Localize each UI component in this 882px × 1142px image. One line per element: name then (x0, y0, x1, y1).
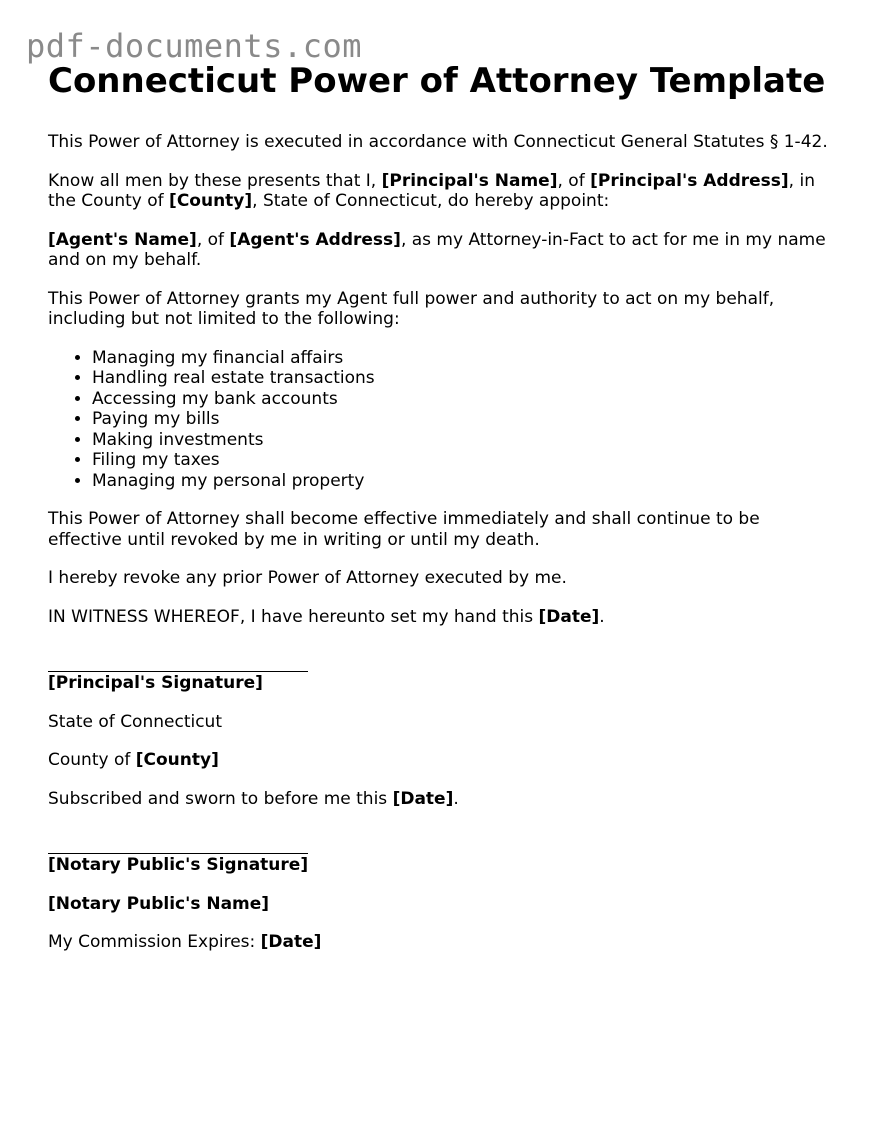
state-line: State of Connecticut (48, 711, 222, 732)
witness-text-2: . (599, 606, 605, 627)
signature-rule (48, 671, 308, 672)
agent-paragraph (48, 230, 838, 271)
sworn-text-2: . (453, 788, 459, 809)
notary-name-placeholder: [Notary Public's Name] (48, 893, 270, 914)
date-placeholder: [Date] (392, 788, 454, 809)
list-item: • Paying my bills (92, 409, 838, 430)
watermark: pdf-documents.com (26, 27, 363, 65)
powers-list (48, 348, 838, 492)
list-item: • Managing my personal property (92, 471, 838, 492)
commission-text: My Commission Expires: (48, 932, 261, 952)
revoke-paragraph: I hereby revoke any prior Power of Attorney executed by me. (48, 568, 567, 588)
document-title: Connecticut Power of Attorney Template (48, 61, 826, 101)
signature-rule (48, 853, 308, 854)
county-placeholder: [County] (135, 750, 219, 770)
list-item: • Accessing my bank accounts (92, 389, 838, 410)
appointment-paragraph (48, 171, 838, 212)
agent-address-placeholder: [Agent's Address] (229, 229, 401, 250)
agent-text-1: , of (196, 229, 230, 250)
principal-address-placeholder: [Principal's Address] (590, 170, 789, 191)
appoint-text-2: , of (557, 170, 591, 191)
document-page (48, 60, 838, 971)
sworn-text-1: Subscribed and sworn to before me this (48, 788, 393, 809)
list-item: • Filing my taxes (92, 450, 838, 471)
list-item: • Handling real estate transactions (92, 368, 838, 389)
sworn-paragraph (48, 789, 838, 810)
county-text: County of (48, 750, 136, 770)
date-placeholder: [Date] (260, 932, 322, 952)
notary-signature-label (48, 855, 838, 876)
notary-name-label (48, 894, 838, 915)
date-placeholder: [Date] (538, 606, 600, 627)
appoint-text-4: , State of Connecticut, do hereby appoint: (252, 191, 610, 211)
witness-text-1: IN WITNESS WHEREOF, I have hereunto set my hand this (48, 606, 539, 627)
intro-paragraph: This Power of Attorney is executed in accordance with Connecticut General Statutes § 1-42. (48, 132, 828, 152)
principal-name-placeholder: [Principal's Name] (381, 170, 558, 191)
principal-signature-label (48, 673, 838, 694)
agent-text-2: , as my Attorney-in-Fact to act for me in my name and on my behalf. (48, 229, 826, 270)
agent-name-placeholder: [Agent's Name] (48, 229, 197, 250)
appoint-text-3: , in the County of (48, 170, 815, 211)
grants-paragraph: This Power of Attorney grants my Agent full power and authority to act on my behalf, including but not limited to the following: (48, 288, 775, 329)
list-item: • Making investments (92, 430, 838, 451)
list-item: • Managing my financial affairs (92, 348, 838, 369)
county-line (48, 750, 838, 771)
appoint-text-1: Know all men by these presents that I, (48, 170, 382, 191)
witness-paragraph (48, 607, 838, 628)
county-placeholder: [County] (169, 191, 253, 211)
effective-paragraph: This Power of Attorney shall become effective immediately and shall continue to be effective until revoked by me in writing or until my death. (48, 509, 760, 550)
notary-signature-placeholder: [Notary Public's Signature] (48, 855, 309, 875)
commission-line (48, 932, 838, 953)
principal-signature-placeholder: [Principal's Signature] (48, 673, 263, 693)
